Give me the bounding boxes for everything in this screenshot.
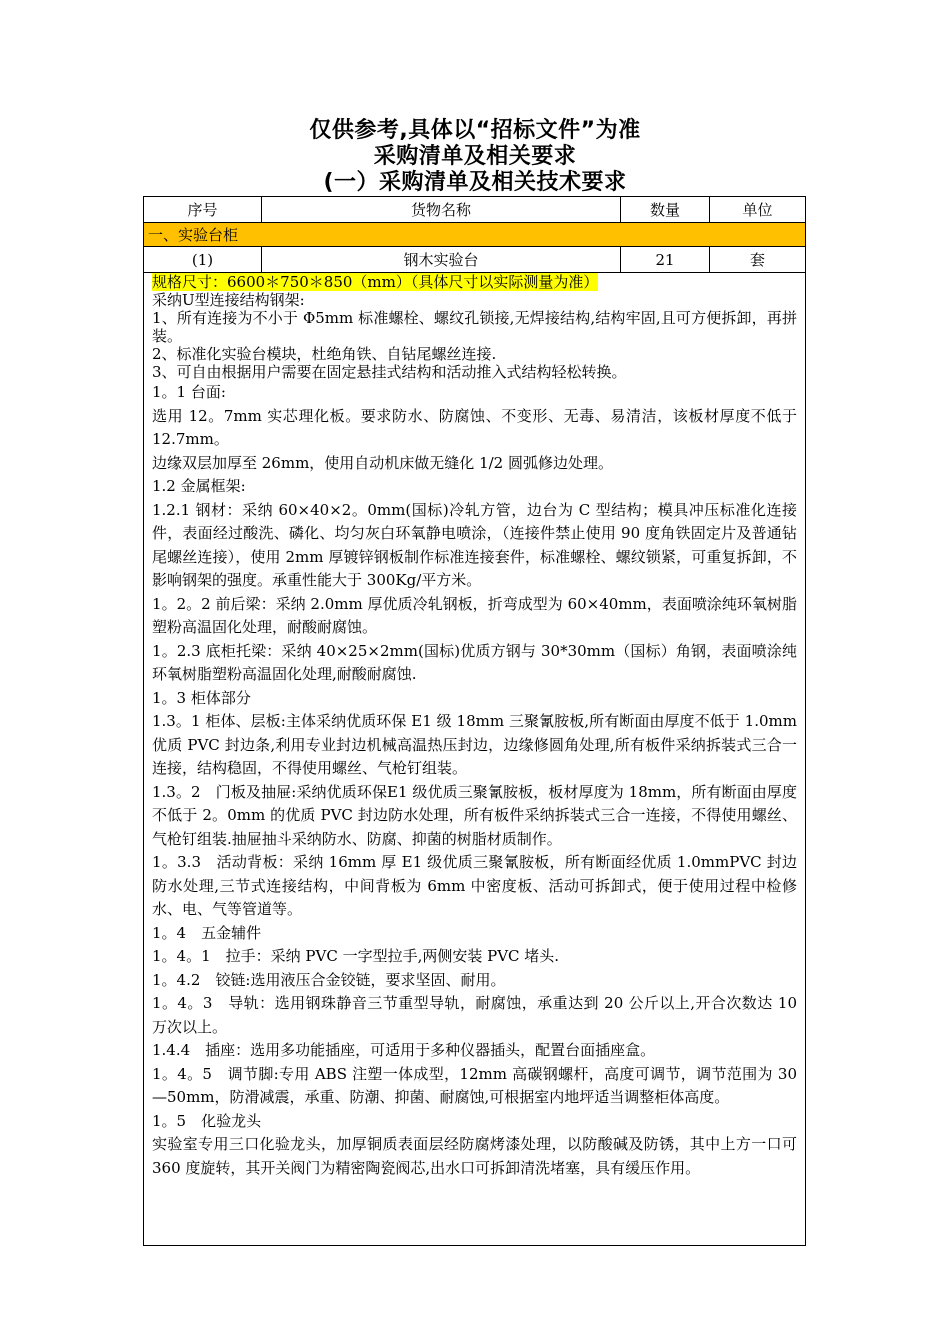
item-quantity: 21 — [621, 247, 710, 272]
paragraph: 1.2.1 钢材：采纳 60×40×2。0mm(国标)冷轧方管，边台为 C 型结构；模具冲压标准化连接件，表面经过酸洗、磷化、均匀灰白环氧静电喷涂，（连接件禁止使用 90 度角铁固定片及普通钻尾螺丝连接），使用 2mm 厚镀锌钢板制作标准连接套件，标准螺栓、螺纹锁紧，可重复拆卸，不影响钢架的强度。承重性能大于 300Kg/平方米。 — [152, 500, 797, 589]
paragraph: 1.4.4 插座：选用多功能插座，可适用于多种仪器插头，配置台面插座盒。 — [152, 1041, 656, 1059]
paragraph: 1.3。1 柜体、层板:主体采纳优质环保 E1 级 18mm 三聚氰胺板,所有断面由厚度不低于 1.0mm 优质 PVC 封边条,利用专业封边机械高温热压封边，边缘修圆角处理,所有板件采纳拆装式三合一连接，结构稳固，不得使用螺丝、气枪钉组装。 — [152, 712, 797, 777]
paragraph: 1。4。3 导轨：选用钢珠静音三节重型导轨，耐腐蚀，承重达到 20 公斤以上,开合次数达 10 万次以上。 — [152, 994, 797, 1036]
table-row — [144, 247, 805, 273]
paragraph: 1。4.2 铰链:选用液压合金铰链，要求坚固、耐用。 — [152, 970, 506, 989]
table-header-row — [144, 197, 805, 223]
reference-notice: 仅供参考,具体以“招标文件”为准 — [309, 118, 641, 143]
paragraph: 1。4。5 调节脚:专用 ABS 注塑一体成型，12mm 高碳钢螺杆，高度可调节，调节范围为 30—50mm，防滑减震，承重、防潮、抑菌、耐腐蚀,可根据室内地坪适当调整柜体高度。 — [152, 1064, 797, 1106]
paragraph: 1。2。2 前后梁：采纳 2.0mm 厚优质冷轧钢板，折弯成型为 60×40mm，表面喷涂纯环氧树脂塑粉高温固化处理，耐酸耐腐蚀。 — [152, 594, 797, 636]
item-serial: (1) — [144, 247, 262, 272]
paragraph: 1。5 化验龙头 — [152, 1111, 262, 1130]
paragraph: 1。3 柜体部分 — [152, 688, 251, 707]
section-title: (一）采购清单及相关技术要求 — [323, 170, 627, 195]
item-unit: 套 — [749, 251, 765, 269]
paragraph: 选用 12。7mm 实芯理化板。要求防水、防腐蚀、不变形、无毒、易清洁，该板材厚度不低于 12.7mm。 — [152, 406, 797, 448]
requirement-line: 采纳U型连接结构钢架: — [152, 291, 305, 309]
technical-requirements — [144, 273, 805, 1180]
paragraph: 1.3。2 门板及抽屉:采纳优质环保E1 级优质三聚氰胺板，板材厚度为 18mm，所有断面由厚度不低于 2。0mm 的优质 PVC 封边防水处理，所有板件采纳拆装式三合一连接，不得使用螺丝、气枪钉组装.抽屉抽斗采纳防水、防腐、抑菌的树脂材质制作。 — [152, 782, 797, 848]
header-quantity: 数量 — [621, 197, 710, 222]
spec-size-highlight: 规格尺寸：6600＊750＊850（mm）（具体尺寸以实际测量为准） — [152, 273, 599, 291]
paragraph: 1。4 五金辅件 — [152, 923, 262, 942]
paragraph: 1。4。1 拉手：采纳 PVC 一字型拉手,两侧安装 PVC 堵头. — [152, 947, 560, 965]
document-titles — [0, 118, 950, 196]
requirement-line: 3、可自由根据用户需要在固定悬挂式结构和活动推入式结构轻松转换。 — [152, 363, 627, 381]
item-name: 钢木实验台 — [262, 247, 621, 272]
section-row — [144, 223, 805, 247]
section-label: 一、实验台柜 — [148, 226, 239, 244]
paragraph: 实验室专用三口化验龙头，加厚铜质表面层经防腐烤漆处理，以防酸碱及防锈，其中上方一口可 360 度旋转，其开关阀门为精密陶瓷阀芯,出水口可拆卸清洗堵塞，具有缓压作用。 — [152, 1135, 797, 1177]
procurement-table — [143, 196, 806, 1246]
header-goods-name: 货物名称 — [262, 197, 621, 222]
paragraph: 1。2.3 底柜托梁：采纳 40×25×2mm(国标)优质方钢与 30*30mm（国标）角钢，表面喷涂纯环氧树脂塑粉高温固化处理,耐酸耐腐蚀. — [152, 641, 797, 683]
paragraph: 边缘双层加厚至 26mm，使用自动机床做无缝化 1/2 圆弧修边处理。 — [152, 453, 613, 472]
requirement-line: 1、所有连接为不小于 Φ5mm 标准螺栓、螺纹孔锁接,无焊接结构,结构牢固,且可方便拆卸，再拼装。 — [152, 309, 797, 345]
paragraph: 1.2 金属框架: — [152, 477, 246, 495]
header-serial: 序号 — [144, 197, 262, 222]
header-unit: 单位 — [742, 201, 773, 219]
paragraph: 1。1 台面: — [152, 383, 226, 401]
requirement-line: 2、标准化实验台模块，杜绝角铁、自钻尾螺丝连接. — [152, 345, 497, 363]
document-title: 采购清单及相关要求 — [373, 144, 577, 169]
paragraph: 1。3.3 活动背板：采纳 16mm 厚 E1 级优质三聚氰胺板，所有断面经优质 1.0mmPVC 封边防水处理,三节式连接结构，中间背板为 6mm 中密度板、活动可拆卸式，便于使用过程中检修水、电、气等管道等。 — [152, 853, 797, 918]
